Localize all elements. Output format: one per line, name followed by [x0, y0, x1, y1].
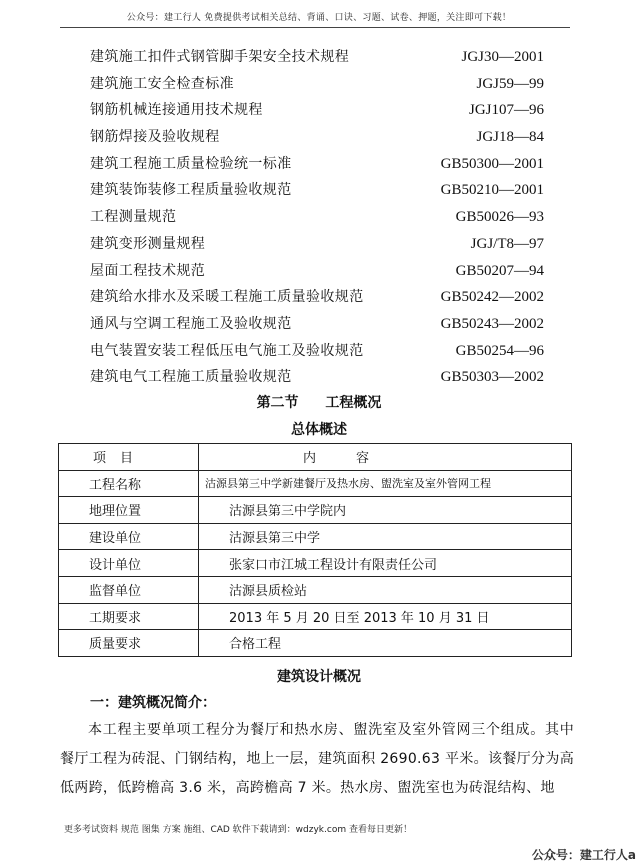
- standard-name: 建筑变形测量规程: [90, 235, 206, 252]
- row-label: 监督单位: [59, 576, 199, 603]
- row-value: 2013 年 5 月 20 日至 2013 年 10 月 31 日: [199, 603, 572, 630]
- standard-name: 建筑工程施工质量检验统一标准: [90, 155, 292, 172]
- standard-name: 钢筋焊接及验收规程: [90, 129, 220, 146]
- row-label: 设计单位: [59, 550, 199, 577]
- row-label: 工程名称: [59, 470, 199, 497]
- standard-row: [0, 231, 638, 258]
- row-value: 沽源县第三中学院内: [199, 497, 572, 524]
- standard-name: 建筑电气工程施工质量验收规范: [90, 369, 292, 386]
- design-overview-title: 建筑设计概况: [277, 669, 361, 685]
- standard-code: GB50243—2002: [440, 315, 544, 332]
- subsection-title: 一：建筑概况简介：: [90, 695, 216, 711]
- row-value: 沽源县第三中学: [199, 523, 572, 550]
- section-title: 第二节 工程概况: [256, 395, 382, 411]
- standard-name: 钢筋机械连接通用技术规程: [90, 102, 263, 119]
- standard-name: 建筑给水排水及采暖工程施工质量验收规范: [90, 289, 364, 306]
- standard-row: [0, 97, 638, 124]
- table-row: [59, 523, 572, 550]
- standard-row: [0, 338, 638, 365]
- table-header-row: [59, 444, 572, 471]
- row-label: 工期要求: [59, 603, 199, 630]
- header-note: 公众号：建工行人 免费提供考试相关总结、背诵、口诀、习题、试卷、押题，关注即可下载！: [126, 13, 512, 23]
- overview-table: [58, 443, 572, 657]
- standard-name: 工程测量规范: [90, 209, 177, 226]
- row-label: 建设单位: [59, 523, 199, 550]
- row-label: 质量要求: [59, 630, 199, 657]
- row-label: 地理位置: [59, 497, 199, 524]
- standard-code: JGJ30—2001: [461, 49, 544, 65]
- table-row: [59, 576, 572, 603]
- table-row: [59, 550, 572, 577]
- body-paragraph: 本工程主要单项工程分为餐厅和热水房、盥洗室及室外管网三个组成。其中餐厅工程为砖混、门钢结构，地上一层，建筑面积 2690.63 平米。该餐厅分为高低两跨，低跨檐高 3.6 米，高跨檐高 7 米。热水房、盥洗室也为砖混结构、地: [60, 722, 574, 796]
- standard-row: [0, 204, 638, 231]
- table-row: [59, 630, 572, 657]
- standard-name: 屋面工程技术规范: [90, 262, 206, 279]
- table-row: [59, 497, 572, 524]
- standard-code: JGJ107—96: [468, 102, 544, 119]
- header-divider: [60, 27, 570, 28]
- header-item: 项目: [59, 444, 199, 471]
- standard-code: GB50254—96: [455, 342, 544, 359]
- standard-row: [0, 284, 638, 311]
- standard-code: GB50210—2001: [440, 182, 544, 199]
- standards-list: [0, 44, 638, 391]
- brand-watermark: 公众号：建工行人a: [531, 848, 636, 862]
- standard-code: JGJ59—99: [476, 75, 544, 92]
- standard-row: [0, 151, 638, 178]
- row-value: 沽源县第三中学新建餐厅及热水房、盥洗室及室外管网工程: [199, 470, 572, 497]
- standard-row: [0, 71, 638, 98]
- standard-row: [0, 364, 638, 391]
- standard-row: [0, 311, 638, 338]
- standard-name: 通风与空调工程施工及验收规范: [90, 315, 292, 332]
- standard-row: [0, 177, 638, 204]
- standard-code: GB50300—2001: [440, 155, 544, 172]
- table-title: 总体概述: [291, 422, 347, 438]
- row-value: 沽源县质检站: [199, 576, 572, 603]
- standard-code: GB50207—94: [455, 262, 544, 279]
- standard-code: GB50026—93: [455, 209, 544, 226]
- standard-name: 电气装置安装工程低压电气施工及验收规范: [90, 342, 364, 359]
- standard-row: [0, 258, 638, 285]
- row-value: 张家口市江城工程设计有限责任公司: [199, 550, 572, 577]
- row-value: 合格工程: [199, 630, 572, 657]
- table-row: [59, 470, 572, 497]
- standard-code: JGJ/T8—97: [470, 235, 544, 252]
- standard-code: GB50303—2002: [440, 369, 544, 386]
- table-row: [59, 603, 572, 630]
- standard-code: JGJ18—84: [476, 129, 544, 146]
- standard-name: 建筑施工扣件式钢管脚手架安全技术规程: [90, 49, 350, 65]
- standard-name: 建筑装饰装修工程质量验收规范: [90, 182, 292, 199]
- header-content: 内容: [199, 444, 572, 471]
- footer-note: 更多考试资料 规范 图集 方案 施组、CAD 软件下载请到：wdzyk.com 查看每日更新！: [64, 825, 412, 835]
- standard-name: 建筑施工安全检查标准: [90, 75, 234, 92]
- standard-row: [0, 124, 638, 151]
- standard-row: [0, 44, 638, 71]
- standard-code: GB50242—2002: [440, 289, 544, 306]
